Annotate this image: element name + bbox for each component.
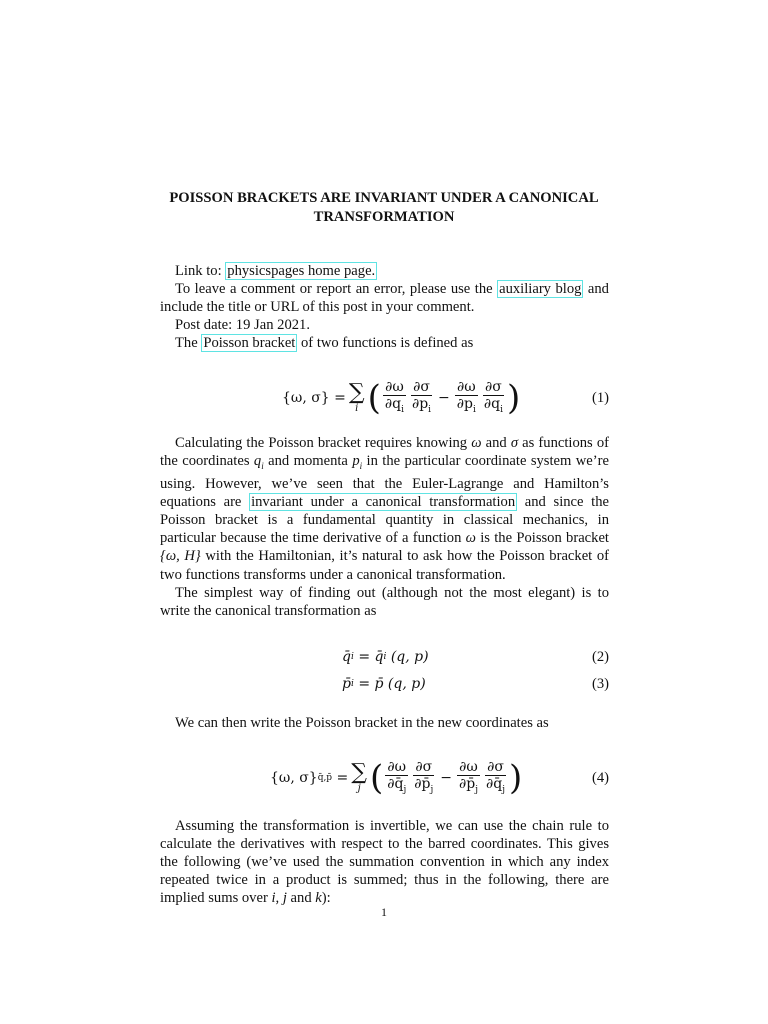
equation-2: q̄ i = q̄ i (q, p) (2) (160, 645, 609, 669)
paragraph-2: Calculating the Poisson bracket requires knowing ω and σ as functions of the coordinates $q_i$ and momenta $p_i$ in the particular coordinate system we’re using. However, we’ve seen that the Euler-Lagrange and Hamilton’s equations are invariant under a canonical transformation and since the Poisson bracket is a fundamental quantity in classical mechanics, in particular because the time derivative of a function ω is the Poisson bracket {ω, H} with the Hamiltonian, it’s natural to ask how the Poisson bracket of two functions transforms under a canonical transformation. The simplest way of finding out (although not the most elegant) is to write the canonical transformation as (160, 435, 609, 619)
comment-line: To leave a comment or report an error, please use the auxiliary blog and include the title or URL of this post in your comment. (160, 281, 609, 316)
sum-symbol: ∑ i (348, 380, 365, 414)
equation-number-4: (4) (591, 770, 609, 786)
post-date: Post date: 19 Jan 2021. (175, 317, 310, 334)
paragraph-4: We can then write the Poisson bracket in the new coordinates as (175, 715, 549, 731)
poisson-intro-line: The Poisson bracket of two functions is defined as (175, 335, 474, 352)
equation-number-3: (3) (591, 676, 609, 692)
sum-symbol: ∑ j (351, 760, 367, 794)
equation-3: p̄ i = p̄ (q, p) (3) (160, 672, 609, 696)
auxiliary-blog-link[interactable]: auxiliary blog (499, 281, 582, 298)
intro-block (160, 262, 609, 352)
equation-1: {ω, σ} = ∑ i ( $\frac{\partial\omega}{\partial q_i}$ $\frac{\partial\sigma}{\partial p_i}$ − $\frac{\partial\omega}{\partial p_i}$ $\frac{\partial\sigma}{\partial q_i}$ ) (1) (282, 378, 609, 418)
poisson-bracket-link[interactable]: Poisson bracket (203, 335, 296, 352)
equation-number-2: (2) (591, 649, 609, 665)
canonical-transformation-link[interactable]: invariant under a canonical transformation (251, 494, 516, 511)
page-number: 1 (381, 905, 387, 919)
physicspages-home-link[interactable]: physicspages home page. (227, 263, 376, 279)
equation-4: {ω, σ} q̄,p̄ = ∑ j ( $\frac{\partial\omega}{\partial q̄_j}$ $\frac{\partial\sigma}{\partial p̄_j}$ − $\frac{\partial\omega}{\partial p̄_j}$ $\frac{\partial\sigma}{\partial q̄_j}$ ) (4) (270, 758, 609, 798)
paragraph-5: Assuming the transformation is invertible, we can use the chain rule to calculate the derivatives with respect to the barred coordinates. This gives the following (we’ve used the summation convention in which any index repeated twice in a product is summed; thus in the following, there are implied sums over i, j and k): (160, 818, 609, 907)
paper-title: POISSON BRACKETS ARE INVARIANT UNDER A CANONICAL TRANSFORMATION (169, 190, 599, 225)
home-link-line: Link to: physicspages home page. (175, 263, 376, 279)
equation-number-1: (1) (591, 390, 609, 406)
paragraph-3: The simplest way of finding out (although not the most elegant) is to write the canonical transformation as (160, 584, 609, 619)
